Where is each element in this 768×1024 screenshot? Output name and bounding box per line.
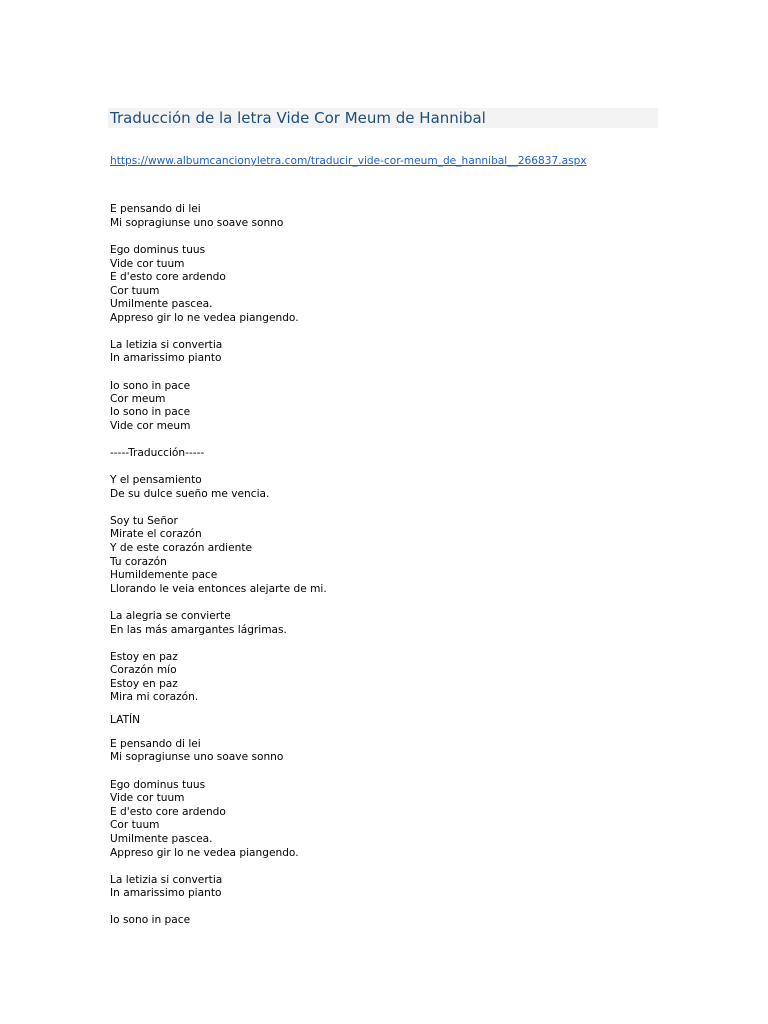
lyric-line: E pensando di lei [110,738,201,750]
lyric-line: Umilmente pascea. [110,833,213,845]
lyric-line: Vide cor tuum [110,792,185,804]
lyric-line: Y el pensamiento [110,474,202,486]
document-title: Traducción de la letra Vide Cor Meum de Hannibal [110,109,486,127]
lyric-line: Cor tuum [110,819,160,831]
lyric-line: Cor tuum [110,285,160,297]
lyric-line: Estoy en paz [110,678,178,690]
lyric-line: Io sono in pace [110,406,191,418]
lyric-line: E d'esto core ardendo [110,806,226,818]
lyric-line: Humildemente pace [110,569,218,581]
lyric-line: Appreso gir lo ne vedea piangendo. [110,847,299,859]
lyric-line: Vide cor tuum [110,258,185,270]
lyric-line: Mi sopragiunse uno soave sonno [110,217,284,229]
lyric-line: -----Traducción----- [110,447,205,459]
lyric-line: Mira mi corazón. [110,691,199,703]
lyric-line: Mirate el corazón [110,528,202,540]
lyric-line: Y de este corazón ardiente [110,542,253,554]
lyric-line: Ego dominus tuus [110,244,206,256]
lyric-line: Io sono in pace [110,914,191,926]
lyric-line: Soy tu Señor [110,515,178,527]
lyric-line: De su dulce sueño me vencia. [110,488,270,500]
lyric-line: In amarissimo pianto [110,887,222,899]
lyric-line: Appreso gir lo ne vedea piangendo. [110,312,299,324]
lyric-line: Corazón mío [110,664,177,676]
lyric-line: Cor meum [110,393,166,405]
lyric-line: Vide cor meum [110,420,191,432]
lyric-line: Umilmente pascea. [110,298,213,310]
lyric-line: Mi sopragiunse uno soave sonno [110,751,284,763]
lyric-line: LATÍN [110,714,141,726]
lyric-line: Estoy en paz [110,651,178,663]
lyric-line: In amarissimo pianto [110,352,222,364]
lyric-line: La letizia si convertia [110,874,223,886]
lyric-line: Ego dominus tuus [110,779,206,791]
lyric-line: E pensando di lei [110,203,201,215]
lyric-line: Tu corazón [110,556,167,568]
source-url-link[interactable]: https://www.albumcancionyletra.com/traducir_vide-cor-meum_de_hannibal__266837.aspx [110,155,587,167]
lyric-line: Io sono in pace [110,380,191,392]
lyric-line: En las más amargantes lágrimas. [110,624,287,636]
lyric-line: La alegria se convierte [110,610,231,622]
lyric-line: E d'esto core ardendo [110,271,226,283]
lyric-line: La letizia si convertia [110,339,223,351]
lyric-line: Llorando le veia entonces alejarte de mi. [110,583,327,595]
